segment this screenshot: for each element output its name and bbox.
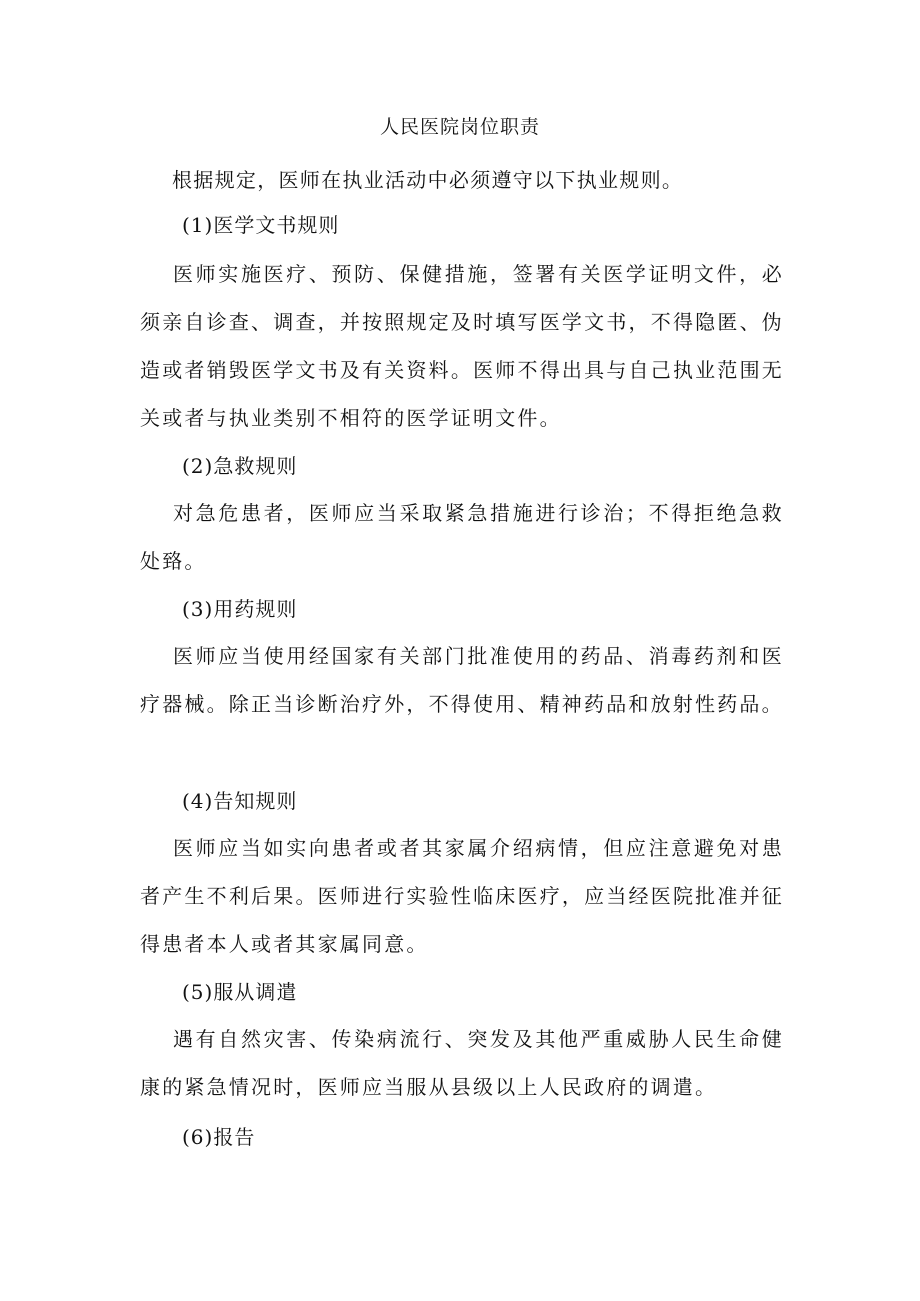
section-heading: (2)急救规则: [182, 454, 298, 478]
section-body: 对急危患者，医师应当采取紧急措施进行诊治；不得拒绝急救处臵。: [140, 501, 784, 573]
document-title: 人民医院岗位职责: [379, 116, 540, 138]
section-heading: (1)医学文书规则: [182, 213, 340, 237]
section-body: 医师应当如实向患者或者其家属介绍病情，但应注意避免对患者产生不利后果。医师进行实验性临床医疗，应当经医院批准并征得患者本人或者其家属同意。: [140, 836, 784, 956]
section-heading: (6)报告: [182, 1125, 256, 1149]
intro-paragraph: 根据规定，医师在执业活动中必须遵守以下执业规则。: [172, 168, 684, 192]
section-heading: (3)用药规则: [182, 597, 298, 621]
section-heading: (4)告知规则: [182, 789, 298, 813]
section-body: 医师应当使用经国家有关部门批准使用的药品、消毒药剂和医疗器械。除正当诊断治疗外，不得使用、精神药品和放射性药品。: [140, 644, 784, 716]
section-body: 医师实施医疗、预防、保健措施，签署有关医学证明文件，必须亲自诊查、调查，并按照规定及时填写医学文书，不得隐匿、伪造或者销毁医学文书及有关资料。医师不得出具与自己执业范围无关或者与执业类别不相符的医学证明文件。: [140, 262, 784, 430]
section-body: 遇有自然灾害、传染病流行、突发及其他严重威胁人民生命健康的紧急情况时，医师应当服从县级以上人民政府的调遣。: [140, 1027, 784, 1099]
section-heading: (5)服从调遣: [182, 980, 298, 1004]
